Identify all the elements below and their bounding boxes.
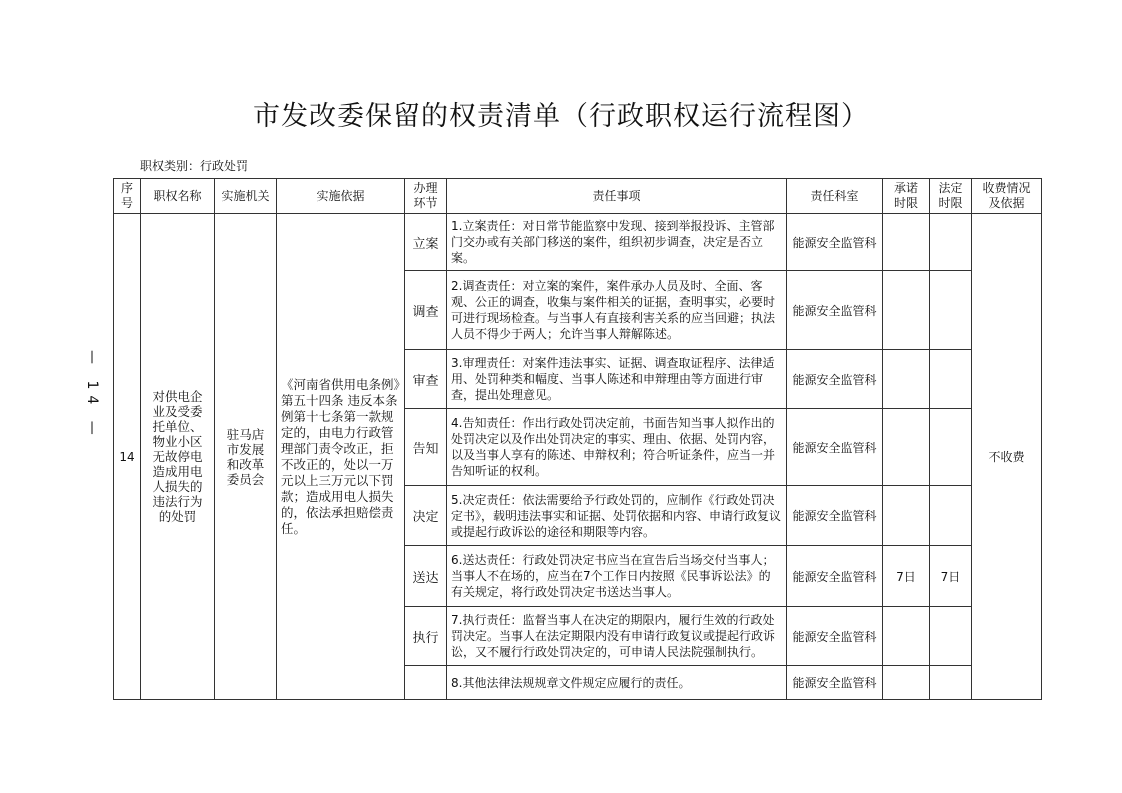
dept-cell: 能源安全监管科	[787, 271, 883, 350]
header-duty: 责任事项	[447, 179, 787, 214]
stage-cell: 告知	[405, 409, 447, 486]
legal-cell	[930, 350, 972, 409]
promise-cell	[883, 666, 930, 700]
header-seq: 序号	[114, 179, 141, 214]
page-title: 市发改委保留的权责清单（行政职权运行流程图）	[253, 101, 869, 132]
legal-cell	[930, 214, 972, 271]
duty-cell: 4.告知责任：作出行政处罚决定前，书面告知当事人拟作出的处罚决定以及作出处罚决定的事实、理由、依据、处罚内容，以及当事人享有的陈述、申辩权利；符合听证条件，应当一并告知听证的权利。	[447, 409, 787, 486]
stage-cell: 审查	[405, 350, 447, 409]
row-agency: 驻马店市发展和改革委员会	[215, 214, 277, 700]
power-category-label: 职权类别：行政处罚	[140, 159, 249, 173]
stage-cell: 送达	[405, 546, 447, 607]
stage-cell: 立案	[405, 214, 447, 271]
stage-cell: 决定	[405, 486, 447, 546]
duty-cell: 1.立案责任：对日常节能监察中发现、接到举报投诉、主管部门交办或有关部门移送的案件，组织初步调查，决定是否立案。	[447, 214, 787, 271]
legal-cell	[930, 409, 972, 486]
stage-cell	[405, 666, 447, 700]
dept-cell: 能源安全监管科	[787, 486, 883, 546]
header-power-name: 职权名称	[141, 179, 215, 214]
duty-cell: 3.审理责任：对案件违法事实、证据、调查取证程序、法律适用、处罚种类和幅度、当事人陈述和申辩理由等方面进行审查，提出处理意见。	[447, 350, 787, 409]
duty-cell: 6.送达责任：行政处罚决定书应当在宣告后当场交付当事人；当事人不在场的，应当在7个工作日内按照《民事诉讼法》的有关规定，将行政处罚决定书送达当事人。	[447, 546, 787, 607]
duty-cell: 2.调查责任：对立案的案件，案件承办人员及时、全面、客观、公正的调查，收集与案件相关的证据，查明事实，必要时可进行现场检查。与当事人有直接利害关系的应当回避；执法人员不得少于两人；允许当事人辩解陈述。	[447, 271, 787, 350]
legal-cell	[930, 271, 972, 350]
header-stage: 办理环节	[405, 179, 447, 214]
dept-cell: 能源安全监管科	[787, 546, 883, 607]
promise-cell: 7日	[883, 546, 930, 607]
dept-cell: 能源安全监管科	[787, 666, 883, 700]
stage-cell: 调查	[405, 271, 447, 350]
row-seq: 14	[114, 214, 141, 700]
promise-cell	[883, 214, 930, 271]
legal-cell	[930, 666, 972, 700]
legal-cell	[930, 486, 972, 546]
power-list-table	[113, 178, 1042, 700]
promise-cell	[883, 607, 930, 666]
duty-cell: 5.决定责任：依法需要给予行政处罚的，应制作《行政处罚决定书》，载明违法事实和证据、处罚依据和内容、申请行政复议或提起行政诉讼的途径和期限等内容。	[447, 486, 787, 546]
header-agency: 实施机关	[215, 179, 277, 214]
header-legal-time: 法定时限	[930, 179, 972, 214]
dept-cell: 能源安全监管科	[787, 214, 883, 271]
legal-cell: 7日	[930, 546, 972, 607]
table-header-row	[114, 179, 1042, 214]
header-promise-time: 承诺时限	[883, 179, 930, 214]
promise-cell	[883, 271, 930, 350]
dept-cell: 能源安全监管科	[787, 409, 883, 486]
duty-cell: 7.执行责任：监督当事人在决定的期限内，履行生效的行政处罚决定。当事人在法定期限内没有申请行政复议或提起行政诉讼，又不履行行政处罚决定的，可申请人民法院强制执行。	[447, 607, 787, 666]
header-fee: 收费情况及依据	[972, 179, 1042, 214]
dept-cell: 能源安全监管科	[787, 350, 883, 409]
row-basis: 《河南省供用电条例》第五十四条 违反本条例第十七条第一款规定的，由电力行政管理部门责令改正，拒不改正的，处以一万元以上三万元以下罚款；造成用电人损失的，依法承担赔偿责任。	[277, 214, 405, 700]
header-dept: 责任科室	[787, 179, 883, 214]
legal-cell	[930, 607, 972, 666]
table-row	[114, 214, 1042, 271]
dept-cell: 能源安全监管科	[787, 607, 883, 666]
promise-cell	[883, 350, 930, 409]
page-number: — 14 —	[84, 350, 100, 441]
promise-cell	[883, 409, 930, 486]
promise-cell	[883, 486, 930, 546]
stage-cell: 执行	[405, 607, 447, 666]
duty-cell: 8.其他法律法规规章文件规定应履行的责任。	[447, 666, 787, 700]
header-basis: 实施依据	[277, 179, 405, 214]
row-power-name: 对供电企业及受委托单位、物业小区无故停电造成用电人损失的违法行为的处罚	[141, 214, 215, 700]
row-fee: 不收费	[972, 214, 1042, 700]
